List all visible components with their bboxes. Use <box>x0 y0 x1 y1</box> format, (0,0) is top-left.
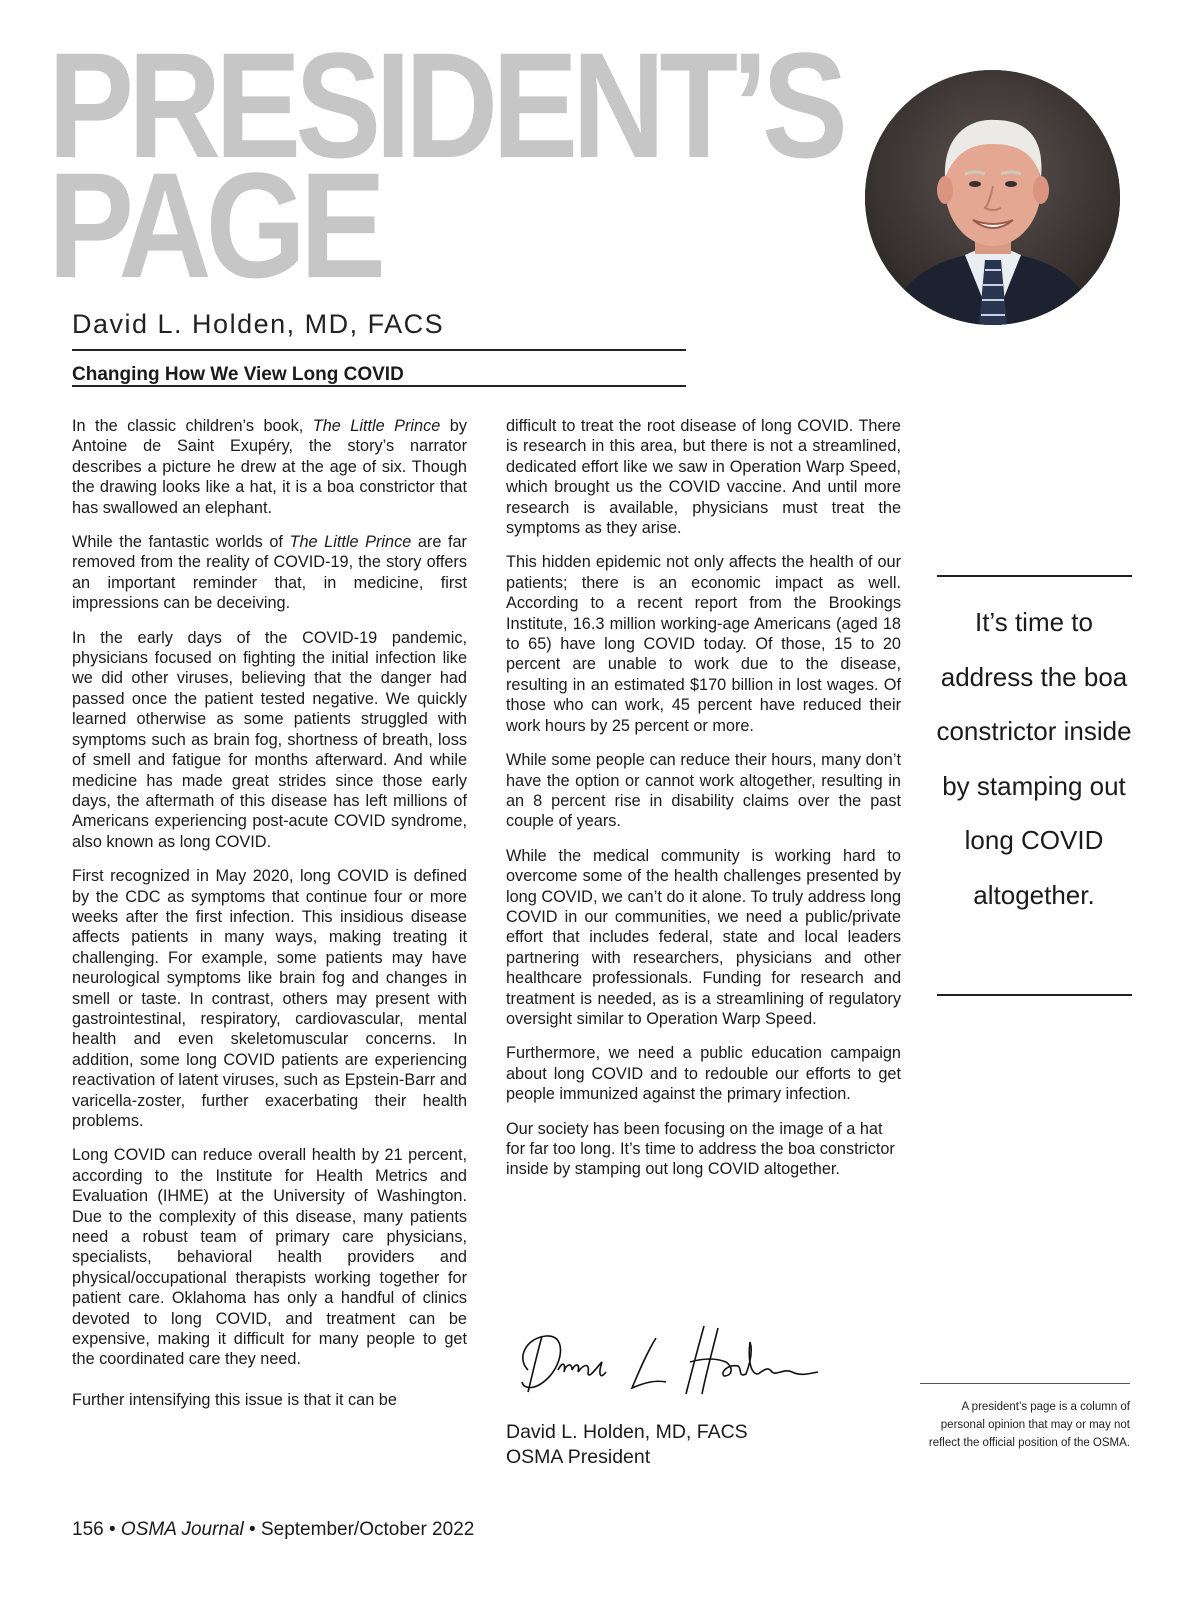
paragraph: Further intensifying this issue is that it can be <box>72 1390 397 1409</box>
pullquote-top-rule <box>937 575 1132 577</box>
paragraph: While the fantastic worlds of The Little Prince are far removed from the reality of COVID-19, the story offers an important reminder that, in medicine, first impressions can be deceiving. <box>72 533 467 613</box>
article-column-2 <box>506 416 901 1194</box>
signature-name: David L. Holden, MD, FACS <box>506 1421 748 1443</box>
byline: David L. Holden, MD, FACS <box>72 309 445 339</box>
masthead <box>48 21 842 309</box>
masthead-line1: PRESIDENT’S <box>48 21 842 189</box>
journal-name: OSMA Journal <box>120 1519 244 1540</box>
headline-bottom-rule <box>72 385 686 387</box>
handwritten-signature <box>506 1318 826 1408</box>
paragraph: difficult to treat the root disease of long COVID. There is research in this area, but there is not a streamlined, dedicated effort like we saw in Operation Warp Speed, which brought us the COVID vaccine. And until more research is available, physicians must treat the symptoms as they arise. <box>506 417 901 538</box>
portrait-image <box>865 70 1120 325</box>
signature-title: OSMA President <box>506 1446 651 1468</box>
paragraph: Furthermore, we need a public education campaign about long COVID and to redouble our efforts to get people immunized against the primary infection. <box>506 1044 901 1104</box>
paragraph: While some people can reduce their hours, many don’t have the option or cannot work altogether, resulting in an 8 percent rise in disability claims over the past couple of years. <box>506 751 901 831</box>
signature-block <box>506 1420 748 1470</box>
pull-quote: It’s time to address the boa constrictor inside by stamping out long COVID altogether. <box>936 607 1132 910</box>
issue-date: • September/October 2022 <box>243 1519 475 1540</box>
paragraph: In the early days of the COVID-19 pandemic, physicians focused on fighting the initial infection like we did other viruses, believing that the danger had passed once the patient tested negative. We quickly learned otherwise as some patients struggled with symptoms such as brain fog, shortness of breath, loss of smell and fatigue for months afterward. And while medicine has made great strides since those early days, the aftermath of this disease has left millions of Americans experiencing post-acute COVID syndrome, also known as long COVID. <box>72 628 467 851</box>
masthead-line2: PAGE <box>48 141 380 309</box>
portrait-photo <box>865 70 1120 325</box>
pullquote-bottom-rule <box>937 994 1132 996</box>
paragraph: This hidden epidemic not only affects the health of our patients; there is an economic impact as well. According to a recent report from the Brookings Institute, 16.3 million working-age Americans (aged 18 to 65) have long COVID today. Of those, 15 to 20 percent are unable to work due to the disease, resulting in an estimated $170 billion in lost wages. Of those who can work, 45 percent have reduced their work hours by 25 percent or more. <box>506 553 901 735</box>
headline-top-rule <box>72 349 686 351</box>
disclaimer-note: A president’s page is a column of personal opinion that may or may not reflect the official position of the OSMA. <box>928 1401 1130 1449</box>
page-footer <box>72 1519 474 1541</box>
paragraph: Our society has been focusing on the image of a hat for far too long. It’s time to address the boa constrictor inside by stamping out long COVID altogether. <box>506 1119 895 1179</box>
article-column-1 <box>72 416 467 1424</box>
paragraph: First recognized in May 2020, long COVID is defined by the CDC as symptoms that continue four or more weeks after the first infection. This insidious disease affects patients in many ways, making treating it challenging. For example, some patients may have neurological symptoms like brain fog and changes in smell or taste. In contrast, others may present with gastrointestinal, respiratory, cardiovascular, mental health and even skeletomuscular concerns. In addition, some long COVID patients are experiencing reactivation of latent viruses, such as Epstein-Barr and varicella-zoster, further exacerbating their health problems. <box>72 867 467 1130</box>
paragraph: While the medical community is working hard to overcome some of the health challenges presented by long COVID, we can’t do it alone. To truly address long COVID in our communities, we need a public/private effort that includes federal, state and local leaders partnering with researchers, physicians and other healthcare professionals. Funding for research and treatment is needed, as is a streamlining of regulatory oversight similar to Operation Warp Speed. <box>506 846 901 1028</box>
paragraph: Long COVID can reduce overall health by 21 percent, according to the Institute for Health Metrics and Evaluation (IHME) at the University of Washington. Due to the complexity of this disease, many patients need a robust team of primary care physicians, specialists, behavioral health providers and physical/occupational therapists working together for patient care. Oklahoma has only a handful of clinics devoted to long COVID, and treatment can be expensive, making it difficult for many people to get the coordinated care they need. <box>72 1146 467 1369</box>
page-number: 156 • <box>72 1519 121 1540</box>
paragraph: In the classic children’s book, The Little Prince by Antoine de Saint Exupéry, the story’s narrator describes a picture he drew at the age of six. Though the drawing looks like a hat, it is a boa constrictor that has swallowed an elephant. <box>72 417 467 517</box>
disclaimer-rule <box>920 1383 1130 1384</box>
article-headline: Changing How We View Long COVID <box>72 364 404 385</box>
